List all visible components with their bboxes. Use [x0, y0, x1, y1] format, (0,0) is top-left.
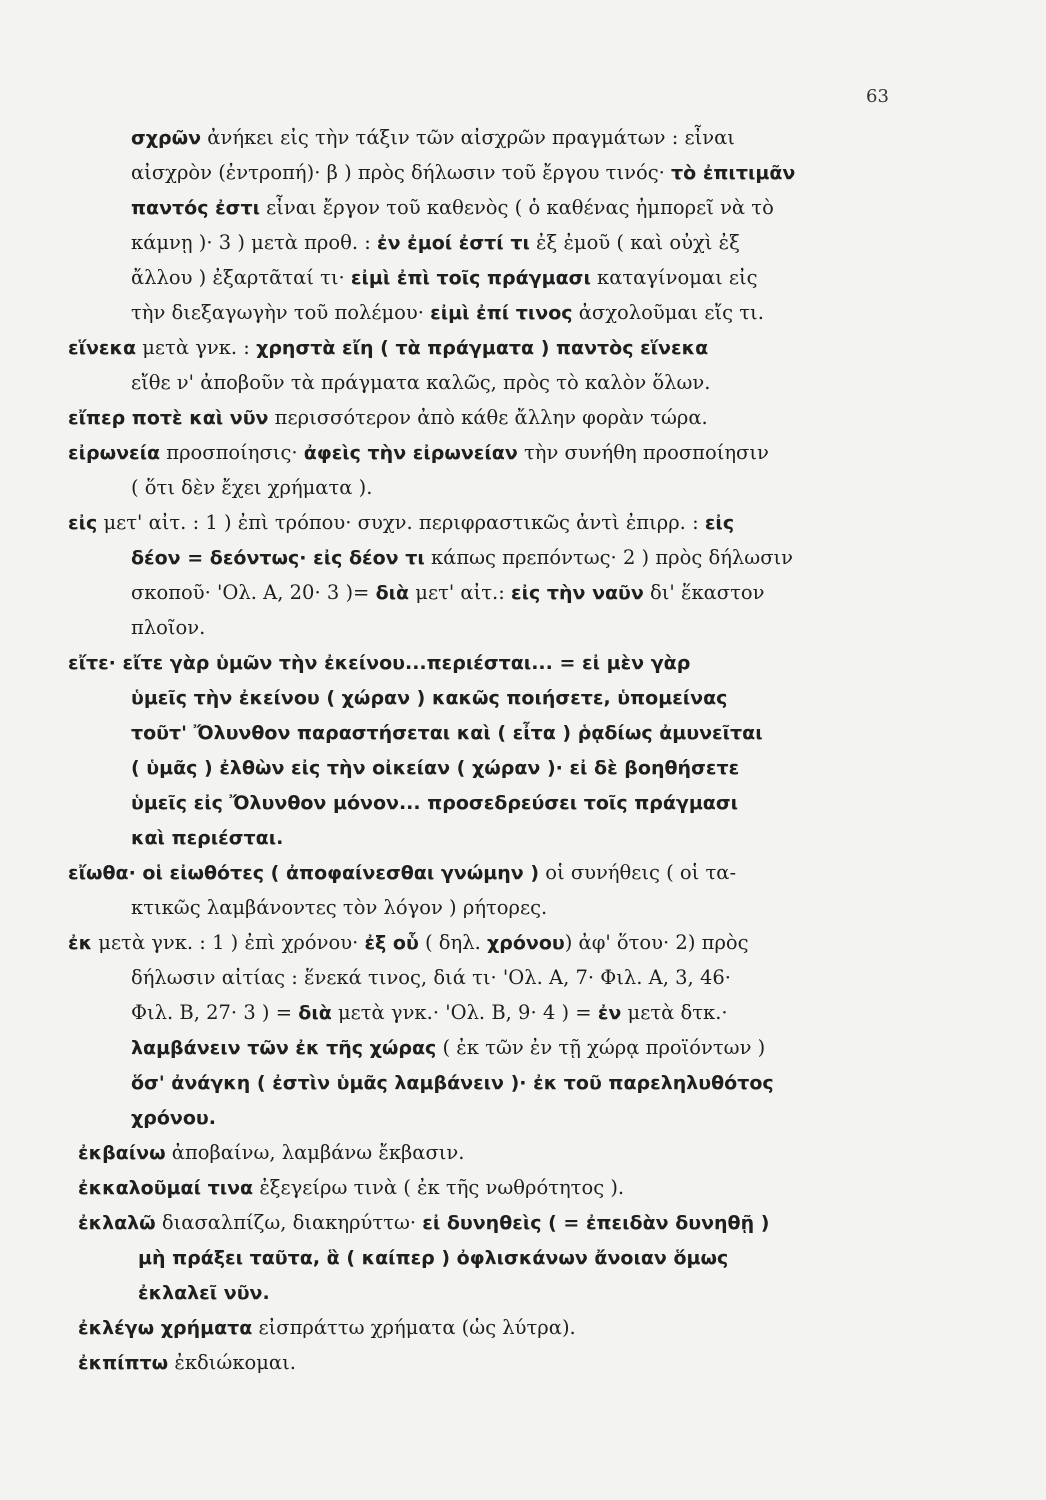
definition-text: διασαλπίζω, διακηρύττω·	[155, 1211, 423, 1234]
text-line	[68, 470, 913, 505]
text-line	[68, 785, 913, 820]
definition-text: μετὰ γνκ. : 1 ) ἐπὶ χρόνου·	[92, 931, 365, 954]
definition-text: πλοῖον.	[131, 616, 206, 639]
text-line	[68, 295, 913, 330]
definition-text: ἐξ ἐμοῦ ( καὶ οὐχὶ ἐξ	[529, 231, 740, 254]
definition-text: κτικῶς λαμβάνοντες τὸν λόγον ) ρήτορες.	[131, 896, 548, 919]
headword: εἴπερ ποτὲ καὶ νῦν	[68, 407, 269, 429]
text-line	[68, 260, 913, 295]
headword: εἴτε· εἴτε γὰρ ὑμῶν τὴν ἐκείνου...περιέσται... = εἰ μὲν γὰρ	[68, 652, 691, 674]
headword: ἀφεὶς τὴν εἰρωνείαν	[303, 442, 518, 464]
definition-text: καταγίνομαι εἰς	[590, 266, 758, 289]
definition-text: μετὰ γνκ.· 'Ολ. Β, 9· 4 ) =	[331, 1001, 598, 1024]
definition-text: ἐκδιώκομαι.	[168, 1351, 296, 1374]
headword: μὴ πράξει ταῦτα, ἃ ( καίπερ ) ὀφλισκάνων ἄνοιαν ὅμως	[138, 1247, 729, 1269]
headword: ἐκκαλοῦμαί τινα	[78, 1177, 254, 1199]
headword: ἐκπίπτω	[78, 1352, 169, 1374]
text-line	[68, 820, 913, 855]
text-line	[68, 1170, 913, 1205]
definition-text: ἀνήκει εἰς τὴν τάξιν τῶν αἰσχρῶν πραγμάτων : εἶναι	[201, 126, 735, 149]
definition-text: ( δηλ.	[418, 931, 487, 954]
definition-text: σκοποῦ· 'Ολ. Α, 20· 3 )=	[131, 581, 376, 604]
definition-text: τὴν διεξαγωγὴν τοῦ πολέμου·	[131, 301, 431, 324]
headword: ἐξ οὗ	[364, 932, 419, 954]
definition-text: μετ' αἰτ. : 1 ) ἐπὶ τρόπου· συχν. περιφραστικῶς ἀντὶ ἐπιρρ. :	[97, 511, 705, 534]
headword: εἰμὶ ἐπὶ τοῖς πράγμασι	[350, 267, 591, 289]
text-line	[68, 435, 913, 470]
definition-text: μετὰ δτκ.·	[621, 1001, 728, 1024]
text-line	[68, 575, 913, 610]
definition-text: ) ἀφ' ὅτου· 2) πρὸς	[564, 931, 749, 954]
headword: χρόνου	[486, 932, 565, 954]
definition-text: ἀσχολοῦμαι εἴς τι.	[572, 301, 764, 324]
text-line	[68, 1100, 913, 1135]
headword: σχρῶν	[131, 127, 202, 149]
definition-text: περισσότερον ἀπὸ κάθε ἄλλην φορὰν τώρα.	[268, 406, 708, 429]
text-line	[68, 190, 913, 225]
headword: χρηστὰ εἴη ( τὰ πράγματα ) παντὸς εἵνεκα	[256, 337, 709, 359]
text-line	[68, 1135, 913, 1170]
headword: ( ὑμᾶς ) ἐλθὼν εἰς τὴν οἰκείαν ( χώραν )· εἰ δὲ βοηθήσετε	[131, 757, 740, 779]
headword: εἰμὶ ἐπί τινος	[430, 302, 573, 324]
definition-text: αἰσχρὸν (ἐντροπή)· β ) πρὸς δήλωσιν τοῦ ἔργου τινός·	[131, 161, 672, 184]
text-line	[68, 540, 913, 575]
headword: τὸ ἐπιτιμᾶν	[671, 162, 796, 184]
headword: ἐν	[597, 1002, 622, 1024]
definition-text: ἀποβαίνω, λαμβάνω ἔκβασιν.	[165, 1141, 465, 1164]
text-line	[68, 1310, 913, 1345]
text-line	[68, 680, 913, 715]
text-line	[68, 645, 913, 680]
headword: ὑμεῖς εἰς Ὄλυνθον μόνον... προσεδρεύσει τοῖς πράγμασι	[131, 792, 739, 814]
headword: εἰ δυνηθεὶς ( = ἐπειδὰν δυνηθῇ )	[422, 1212, 770, 1234]
headword: ἐκλέγω χρήματα	[78, 1317, 253, 1339]
text-line	[68, 715, 913, 750]
text-line	[68, 995, 913, 1030]
text-line	[68, 1205, 913, 1240]
headword: διὰ	[298, 1002, 332, 1024]
headword: δέον = δεόντως· εἰς δέον τι	[131, 547, 425, 569]
headword: ἐκβαίνω	[78, 1142, 166, 1164]
headword: ἐκ	[68, 932, 93, 954]
headword: ὅσ' ἀνάγκη ( ἐστὶν ὑμᾶς λαμβάνειν )· ἐκ τοῦ παρεληλυθότος	[131, 1072, 774, 1094]
definition-text: οἱ συνήθεις ( οἱ τα-	[539, 861, 737, 884]
definition-text: Φιλ. Β, 27· 3 ) =	[131, 1001, 299, 1024]
headword: εἰρωνεία	[68, 442, 161, 464]
text-line	[68, 960, 913, 995]
definition-text: εἴθε ν' ἀποβοῦν τὰ πράγματα καλῶς, πρὸς τὸ καλὸν ὅλων.	[131, 371, 711, 394]
definition-text: κάμνῃ )· 3 ) μετὰ προθ. :	[131, 231, 378, 254]
text-line	[68, 155, 913, 190]
text-line	[68, 1030, 913, 1065]
text-line	[68, 855, 913, 890]
headword: εἵνεκα	[68, 337, 137, 359]
headword: εἴωθα· οἱ εἰωθότες ( ἀποφαίνεσθαι γνώμην )	[68, 862, 540, 884]
text-line	[68, 1345, 913, 1380]
headword: χρόνου.	[131, 1107, 216, 1129]
definition-text: μετὰ γνκ. :	[136, 336, 257, 359]
text-line	[68, 330, 913, 365]
text-line	[68, 120, 913, 155]
definition-text: ἄλλου ) ἐξαρτᾶταί τι·	[131, 266, 351, 289]
definition-text: κάπως πρεπόντως· 2 ) πρὸς δήλωσιν	[424, 546, 793, 569]
headword: ἐκλαλεῖ νῦν.	[138, 1282, 270, 1304]
text-line	[68, 1240, 913, 1275]
definition-text: προσποίησις·	[160, 441, 304, 464]
page-number: 63	[866, 86, 889, 107]
definition-text: εἰσπράττω χρήματα (ὡς λύτρα).	[252, 1316, 576, 1339]
text-line	[68, 750, 913, 785]
definition-text: ( ἐκ τῶν ἐν τῇ χώρᾳ προϊόντων )	[436, 1036, 766, 1059]
definition-text: ἐξεγείρω τινὰ ( ἐκ τῆς νωθρότητος ).	[253, 1176, 625, 1199]
definition-text: δήλωσιν αἰτίας : ἕνεκά τινος, διά τι· 'Ολ. Α, 7· Φιλ. Α, 3, 46·	[131, 966, 731, 989]
headword: καὶ περιέσται.	[131, 827, 284, 849]
headword: ἐκλαλῶ	[78, 1212, 156, 1234]
headword: ὑμεῖς τὴν ἐκείνου ( χώραν ) κακῶς ποιήσετε, ὑπομείνας	[131, 687, 728, 709]
headword: παντός ἐστι	[131, 197, 260, 219]
dictionary-text	[68, 120, 913, 1380]
text-line	[68, 1065, 913, 1100]
definition-text: δι' ἕκαστον	[643, 581, 765, 604]
headword: τοῦτ' Ὄλυνθον παραστήσεται καὶ ( εἶτα ) ῥᾳδίως ἀμυνεῖται	[131, 722, 763, 744]
headword: εἰς	[704, 512, 735, 534]
definition-text: ( ὅτι δὲν ἔχει χρήματα ).	[131, 476, 373, 499]
definition-text: μετ' αἰτ.:	[409, 581, 511, 604]
text-line	[68, 610, 913, 645]
text-line	[68, 365, 913, 400]
text-line	[68, 225, 913, 260]
headword: λαμβάνειν τῶν ἐκ τῆς χώρας	[131, 1037, 437, 1059]
text-line	[68, 400, 913, 435]
headword: διὰ	[375, 582, 410, 604]
text-line	[68, 925, 913, 960]
text-line	[68, 890, 913, 925]
headword: εἰς	[68, 512, 98, 534]
text-line	[68, 505, 913, 540]
headword: εἰς τὴν ναῦν	[511, 582, 644, 604]
definition-text: τὴν συνήθη προσποίησιν	[517, 441, 769, 464]
headword: ἐν ἐμοί ἐστί τι	[377, 232, 530, 254]
definition-text: εἶναι ἔργον τοῦ καθενὸς ( ὁ καθένας ἠμπορεῖ νὰ τὸ	[259, 196, 774, 219]
text-line	[68, 1275, 913, 1310]
